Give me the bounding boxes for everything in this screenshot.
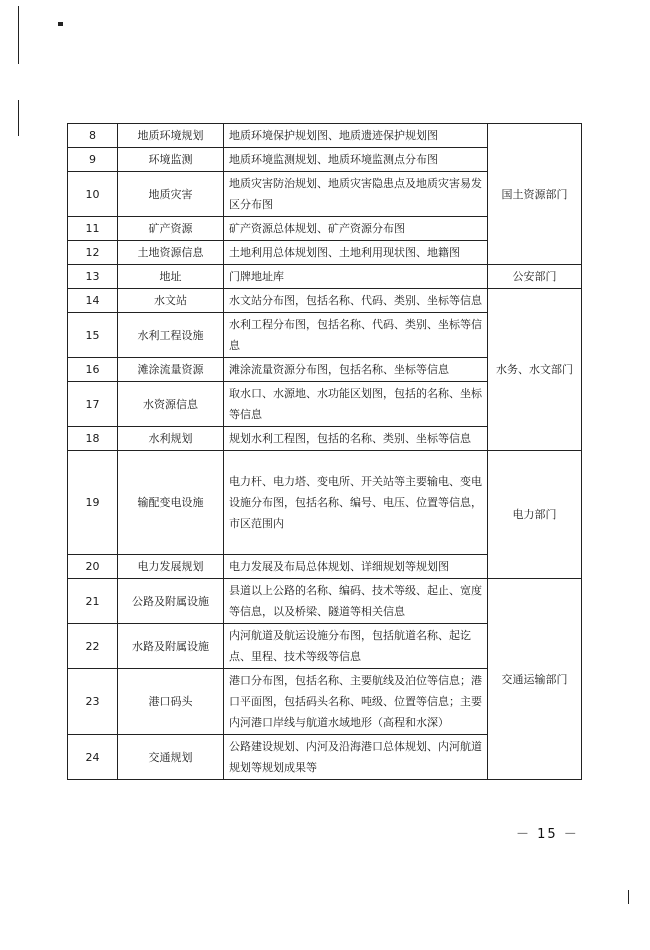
row-name: 港口码头 (118, 669, 224, 735)
scan-dot (58, 22, 63, 26)
row-name: 土地资源信息 (118, 241, 224, 265)
row-content: 地质灾害防治规划、地质灾害隐患点及地质灾害易发区分布图 (224, 172, 488, 217)
scan-margin-line (18, 100, 19, 136)
table-row (68, 124, 582, 148)
row-content: 内河航道及航运设施分布图，包括航道名称、起讫点、里程、技术等级等信息 (224, 624, 488, 669)
department-cell: 国土资源部门 (488, 124, 582, 265)
row-number: 24 (68, 735, 118, 780)
row-content: 地质环境保护规划图、地质遗迹保护规划图 (224, 124, 488, 148)
row-name: 环境监测 (118, 148, 224, 172)
row-number: 23 (68, 669, 118, 735)
row-name: 地址 (118, 265, 224, 289)
row-number: 9 (68, 148, 118, 172)
resource-table (67, 123, 582, 780)
row-name: 输配变电设施 (118, 451, 224, 555)
scan-dot (628, 890, 629, 904)
row-content: 县道以上公路的名称、编码、技术等级、起止、宽度等信息，以及桥梁、隧道等相关信息 (224, 579, 488, 624)
row-number: 18 (68, 427, 118, 451)
row-content: 取水口、水源地、水功能区划图，包括的名称、坐标等信息 (224, 382, 488, 427)
row-number: 10 (68, 172, 118, 217)
table-row (68, 579, 582, 624)
row-number: 22 (68, 624, 118, 669)
scan-margin-line (18, 6, 19, 64)
row-content: 门牌地址库 (224, 265, 488, 289)
row-content: 规划水利工程图，包括的名称、类别、坐标等信息 (224, 427, 488, 451)
row-name: 滩涂流量资源 (118, 358, 224, 382)
department-cell: 交通运输部门 (488, 579, 582, 780)
table-row (68, 451, 582, 555)
row-number: 11 (68, 217, 118, 241)
row-content: 公路建设规划、内河及沿海港口总体规划、内河航道规划等规划成果等 (224, 735, 488, 780)
department-cell: 电力部门 (488, 451, 582, 579)
table-row (68, 265, 582, 289)
department-cell: 水务、水文部门 (488, 289, 582, 451)
row-name: 水利工程设施 (118, 313, 224, 358)
row-content: 滩涂流量资源分布图，包括名称、坐标等信息 (224, 358, 488, 382)
row-content: 水文站分布图，包括名称、代码、类别、坐标等信息 (224, 289, 488, 313)
row-content: 电力杆、电力塔、变电所、开关站等主要输电、变电设施分布图，包括名称、编号、电压、位置等信息，市区范围内 (224, 451, 488, 555)
row-number: 8 (68, 124, 118, 148)
row-number: 13 (68, 265, 118, 289)
row-content: 电力发展及布局总体规划、详细规划等规划图 (224, 555, 488, 579)
row-name: 矿产资源 (118, 217, 224, 241)
row-name: 水利规划 (118, 427, 224, 451)
row-name: 水资源信息 (118, 382, 224, 427)
row-number: 15 (68, 313, 118, 358)
row-content: 水利工程分布图，包括名称、代码、类别、坐标等信息 (224, 313, 488, 358)
row-number: 16 (68, 358, 118, 382)
row-name: 交通规划 (118, 735, 224, 780)
row-number: 20 (68, 555, 118, 579)
row-number: 12 (68, 241, 118, 265)
row-number: 19 (68, 451, 118, 555)
row-content: 港口分布图，包括名称、主要航线及泊位等信息；港口平面图，包括码头名称、吨级、位置等信息；主要内河港口岸线与航道水域地形（高程和水深） (224, 669, 488, 735)
row-name: 地质灾害 (118, 172, 224, 217)
department-cell: 公安部门 (488, 265, 582, 289)
row-number: 17 (68, 382, 118, 427)
row-name: 水文站 (118, 289, 224, 313)
row-content: 土地利用总体规划图、土地利用现状图、地籍图 (224, 241, 488, 265)
row-name: 电力发展规划 (118, 555, 224, 579)
row-number: 14 (68, 289, 118, 313)
row-name: 公路及附属设施 (118, 579, 224, 624)
row-content: 地质环境监测规划、地质环境监测点分布图 (224, 148, 488, 172)
row-name: 地质环境规划 (118, 124, 224, 148)
row-name: 水路及附属设施 (118, 624, 224, 669)
page-number: － 15 － (516, 827, 579, 842)
row-number: 21 (68, 579, 118, 624)
row-content: 矿产资源总体规划、矿产资源分布图 (224, 217, 488, 241)
table-row (68, 289, 582, 313)
